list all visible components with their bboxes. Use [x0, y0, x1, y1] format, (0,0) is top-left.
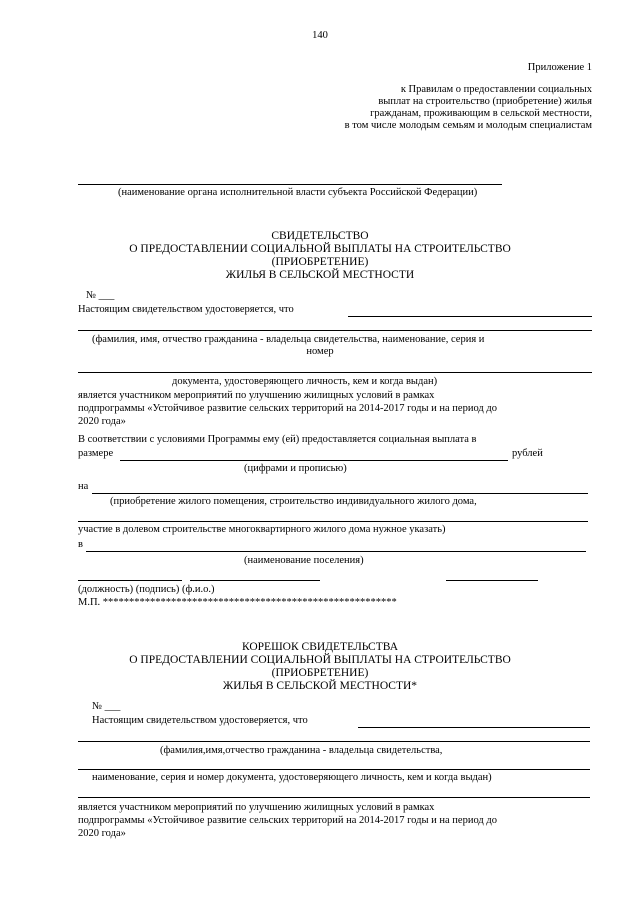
purpose-label: на — [78, 481, 89, 492]
amount-label: размере — [78, 448, 114, 459]
page-number: 140 — [312, 30, 328, 41]
signature-line — [190, 580, 320, 581]
stub-participant-field-line — [78, 797, 590, 798]
name-signature-line — [446, 580, 538, 581]
position-signature-line — [78, 580, 182, 581]
fio-caption: (фамилия, имя, отчество гражданина - владельца свидетельства, наименование, серия и — [92, 334, 485, 345]
stub-document-field-line — [78, 769, 590, 770]
program-text: В соответствии с условиями Программы ему (ей) предоставляется социальная выплата в — [78, 434, 477, 445]
participant-text: 2020 года» — [78, 416, 126, 427]
purpose-field-line-2 — [78, 521, 588, 522]
appendix-line: выплат на строительство (приобретение) жилья — [378, 96, 592, 107]
purpose-field-line — [92, 493, 588, 494]
doc-caption: документа, удостоверяющего личность, кем и когда выдан) — [172, 376, 438, 387]
certificate-title: (ПРИОБРЕТЕНИЕ) — [271, 256, 369, 268]
stub-number: № ___ — [92, 701, 121, 712]
purpose-caption: (приобретение жилого помещения, строительство индивидуального жилого дома, — [110, 496, 477, 507]
stub-title: О ПРЕДОСТАВЛЕНИИ СОЦИАЛЬНОЙ ВЫПЛАТЫ НА СТРОИТЕЛЬСТВО — [129, 654, 511, 666]
stub-fio-caption: (фамилия,имя,отчество гражданина - владельца свидетельства, — [160, 745, 443, 756]
amount-caption: (цифрами и прописью) — [244, 463, 347, 474]
settlement-label: в — [78, 539, 83, 550]
document-field-line — [78, 372, 592, 373]
authority-field-line — [78, 184, 502, 185]
purpose-caption: участие в долевом строительстве многоквартирного жилого дома нужное указать) — [78, 524, 446, 535]
fio-caption: номер — [306, 346, 334, 357]
certificate-number: № ___ — [86, 290, 115, 301]
stub-title: ЖИЛЬЯ В СЕЛЬСКОЙ МЕСТНОСТИ* — [222, 680, 418, 692]
stub-participant-text: подпрограммы «Устойчивое развитие сельских территорий на 2014-2017 годы и на период до — [78, 815, 497, 826]
stub-doc-caption: наименование, серия и номер документа, удостоверяющего личность, кем и когда выдан) — [92, 772, 492, 783]
amount-field-line — [120, 460, 508, 461]
certificate-title: О ПРЕДОСТАВЛЕНИИ СОЦИАЛЬНОЙ ВЫПЛАТЫ НА СТРОИТЕЛЬСТВО — [129, 243, 511, 255]
stub-participant-text: является участником мероприятий по улучшению жилищных условий в рамках — [78, 802, 435, 813]
authority-caption: (наименование органа исполнительной власти субъекта Российской Федерации) — [118, 187, 478, 198]
holder-name-field-line — [348, 316, 592, 317]
holder-name-field-line-2 — [78, 330, 592, 331]
stub-title: КОРЕШОК СВИДЕТЕЛЬСТВА — [241, 641, 399, 653]
stub-certify-text: Настоящим свидетельством удостоверяется, что — [92, 715, 308, 726]
signature-caption: (должность) (подпись) (ф.и.о.) — [78, 584, 215, 595]
settlement-field-line — [86, 551, 586, 552]
certificate-title: ЖИЛЬЯ В СЕЛЬСКОЙ МЕСТНОСТИ — [225, 269, 415, 281]
participant-text: является участником мероприятий по улучшению жилищных условий в рамках — [78, 390, 435, 401]
appendix-line: гражданам, проживающим в сельской местности, — [370, 108, 592, 119]
certificate-title: СВИДЕТЕЛЬСТВО — [271, 230, 369, 242]
seal-line: М.П. ******************************************************** — [78, 597, 397, 608]
participant-text: подпрограммы «Устойчивое развитие сельских территорий на 2014-2017 годы и на период до — [78, 403, 497, 414]
appendix-line: в том числе молодым семьям и молодым специалистам — [344, 120, 592, 131]
stub-participant-text: 2020 года» — [78, 828, 126, 839]
stub-holder-name-field-line-2 — [78, 741, 590, 742]
appendix-title: Приложение 1 — [527, 62, 592, 73]
certify-text: Настоящим свидетельством удостоверяется, что — [78, 304, 294, 315]
stub-holder-name-field-line — [358, 727, 590, 728]
amount-unit: рублей — [512, 448, 543, 459]
settlement-caption: (наименование поселения) — [244, 555, 364, 566]
appendix-line: к Правилам о предоставлении социальных — [400, 84, 592, 95]
stub-title: (ПРИОБРЕТЕНИЕ) — [271, 667, 369, 679]
